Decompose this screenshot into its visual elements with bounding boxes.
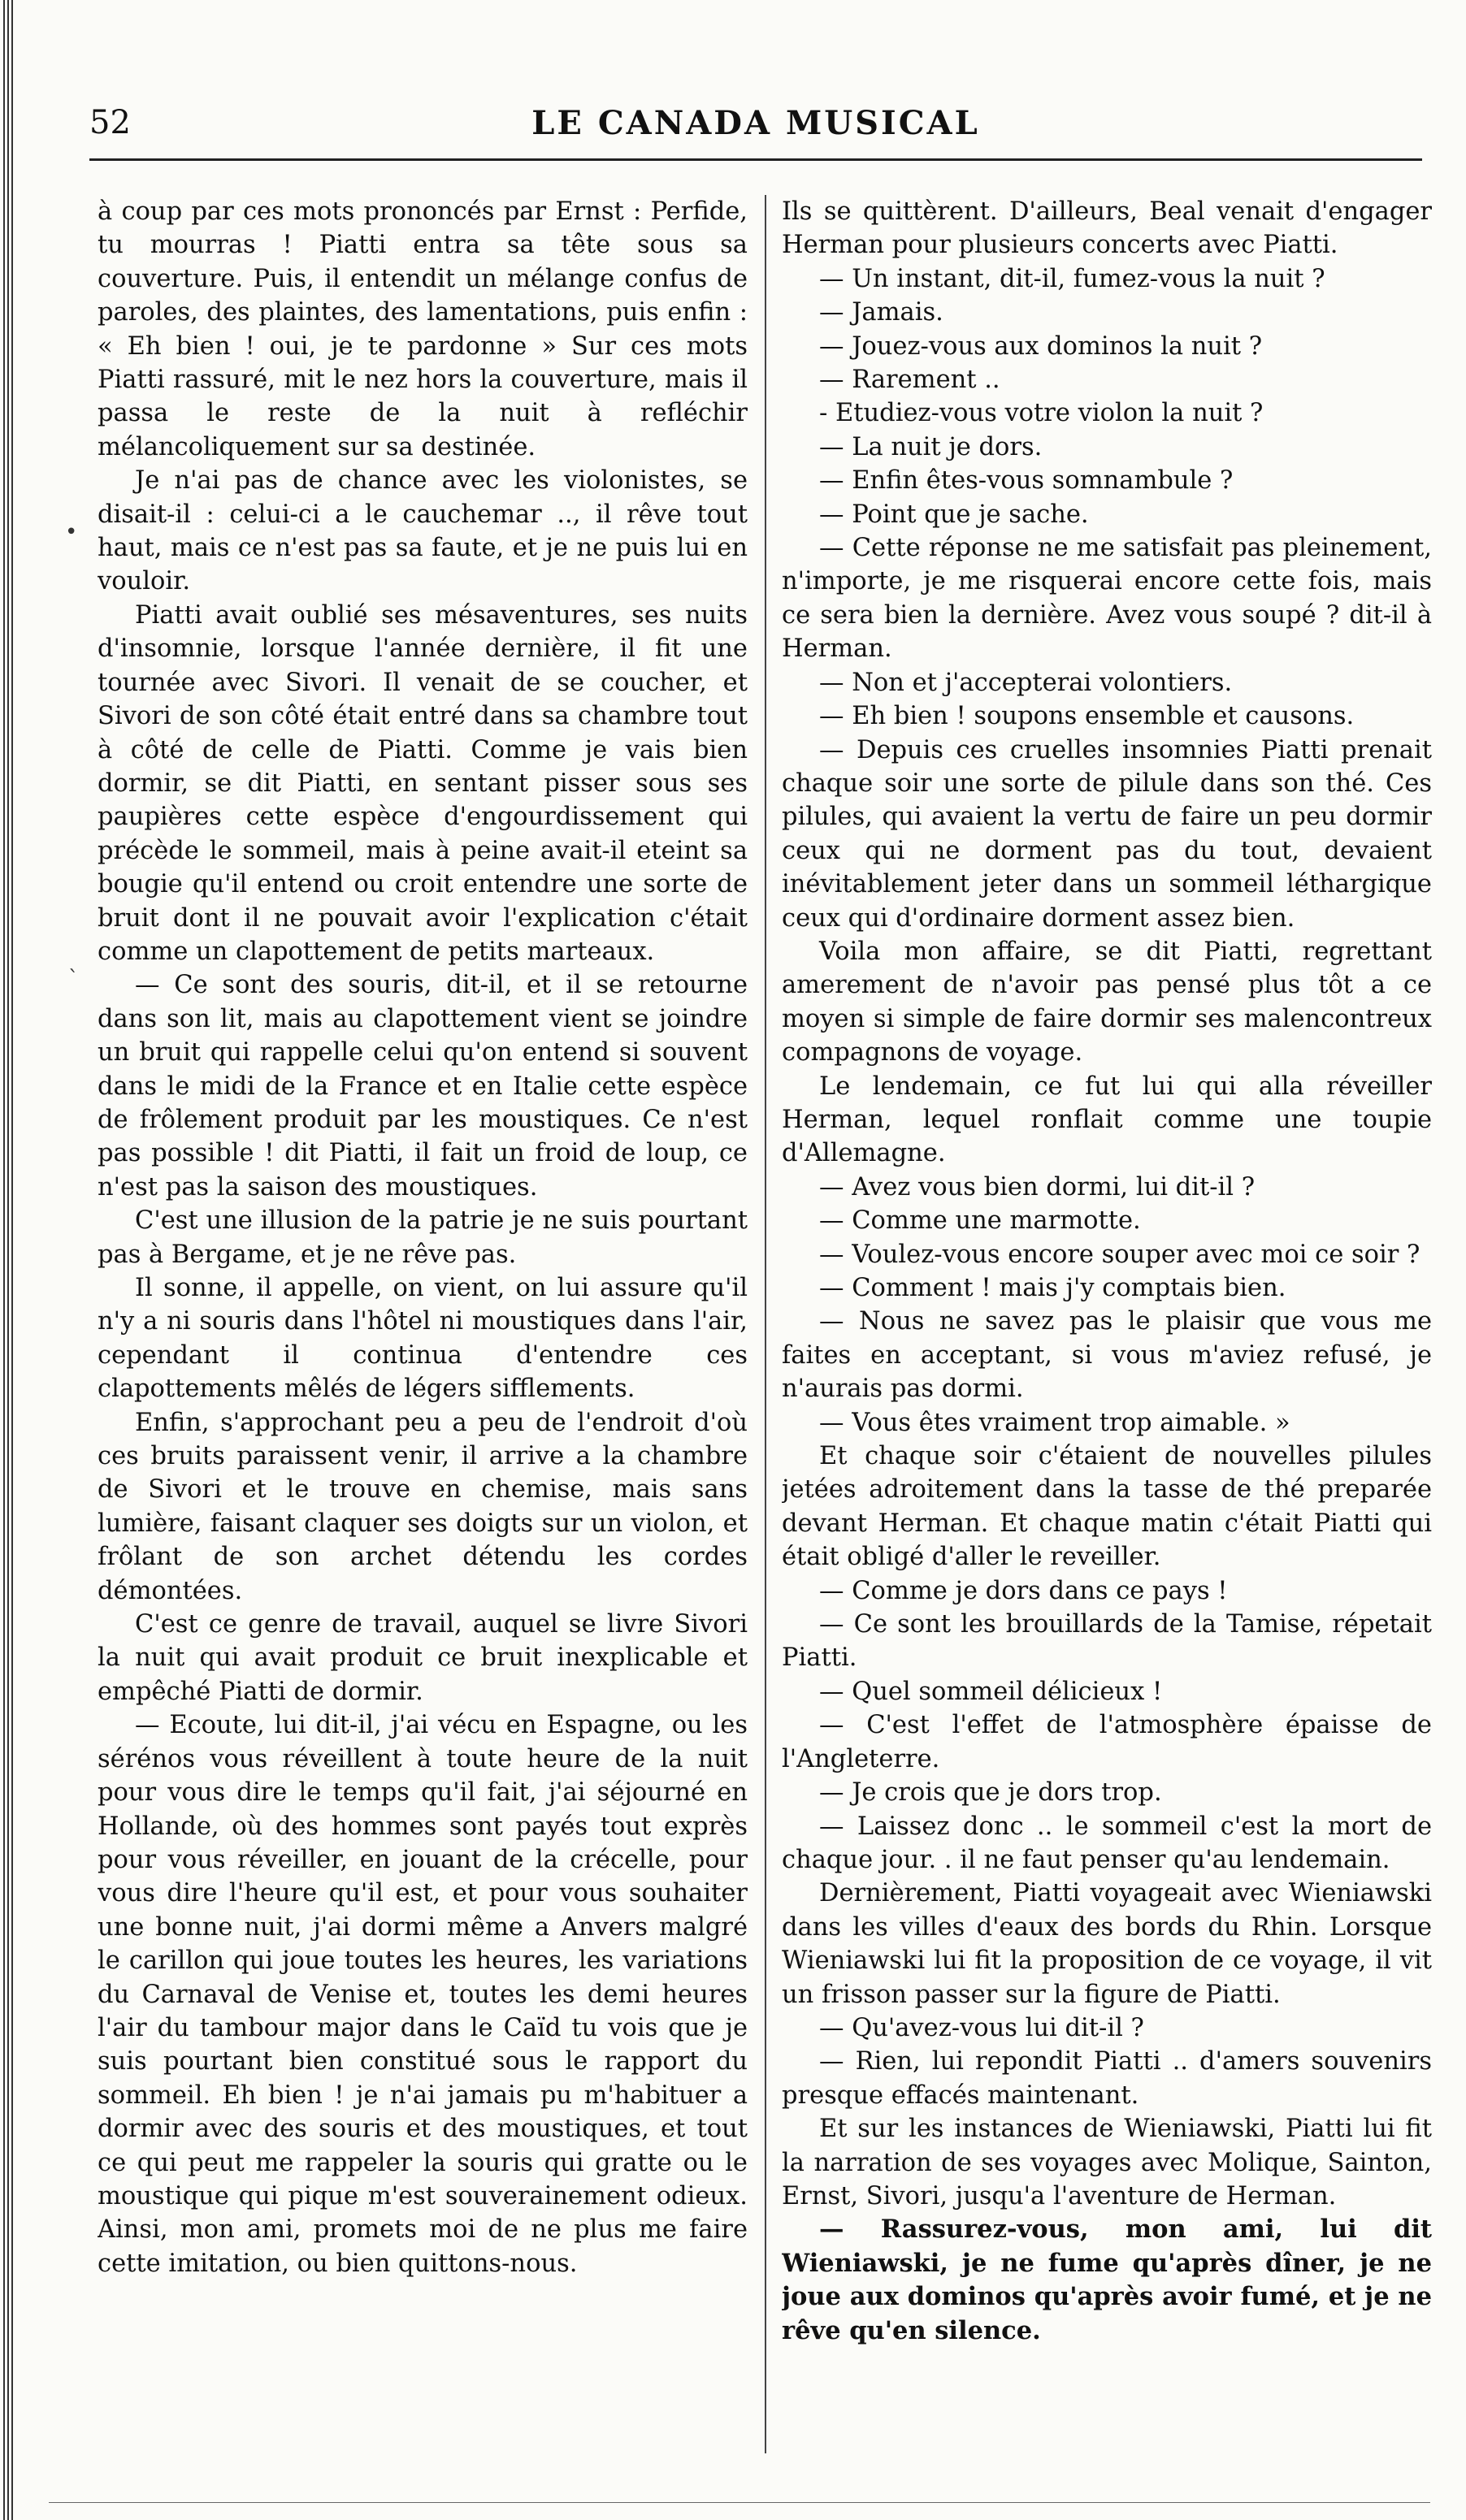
paragraph: — Enfin êtes-vous somnambule ? (819, 466, 1234, 496)
margin-mark: ` (68, 967, 79, 991)
paragraph: — Je crois que je dors trop. (819, 1778, 1162, 1808)
paragraph: — Un instant, dit-il, fumez-vous la nuit ? (819, 264, 1325, 293)
paragraph: Il sonne, il appelle, on vient, on lui assure qu'il n'y a ni souris dans l'hôtel ni moustiques dans l'air, cependant il continua d'entendre ces clapottements mêlés de légers sifflements. (98, 1274, 748, 1404)
paragraph: — C'est l'effet de l'atmosphère épaisse de l'Angleterre. (782, 1711, 1432, 1773)
paragraph: — Rien, lui repondit Piatti .. d'amers souvenirs presque effacés maintenant. (782, 2047, 1432, 2110)
paragraph: — La nuit je dors. (819, 432, 1043, 461)
paragraph: — Rarement .. (819, 366, 1000, 395)
paragraph: Le lendemain, ce fut lui qui alla réveiller Herman, lequel ronflait comme une toupie d'Allemagne. (782, 1072, 1432, 1168)
paragraph: Ils se quittèrent. D'ailleurs, Beal venait d'engager Herman pour plusieurs concerts avec Piatti. (782, 197, 1432, 260)
paragraph: — Jouez-vous aux dominos la nuit ? (819, 331, 1263, 361)
paragraph: — Comme une marmotte. (819, 1206, 1141, 1236)
paragraph: — Avez vous bien dormi, lui dit-il ? (819, 1172, 1256, 1202)
paragraph: Voila mon affaire, se dit Piatti, regrettant amerement de n'avoir pas pensé plus tôt a ce moyen si simple de faire dormir ses malencontreux compagnons de voyage. (782, 937, 1432, 1067)
paragraph: — Vous êtes vraiment trop aimable. » (819, 1408, 1290, 1437)
paragraph: Et sur les instances de Wieniawski, Piatti lui fit la narration de ses voyages avec Molique, Sainton, Ernst, Sivori, jusqu'a l'aventure de Herman. (782, 2115, 1432, 2210)
paragraph: — Point que je sache. (819, 500, 1089, 529)
text-column-right (782, 195, 1432, 2453)
paragraph: — Quel sommeil délicieux ! (819, 1677, 1163, 1706)
paragraph: à coup par ces mots prononcés par Ernst : Perfide, tu mourras ! Piatti entra sa tête sous sa couverture. Puis, il entendit un mélange confus de paroles, des plaintes, des lamentations, puis enfin : « Eh bien ! oui, je te pardonne » Sur ces mots Piatti rassuré, mit le nez hors la couverture, mais il passa le reste de la nuit à refléchir mélancoliquement sur sa destinée. (98, 197, 748, 461)
paragraph: C'est ce genre de travail, auquel se livre Sivori la nuit qui avait produit ce bruit inexplicable et empêché Piatti de dormir. (98, 1610, 748, 1706)
paragraph: - Etudiez-vous votre violon la nuit ? (819, 399, 1264, 428)
paragraph: — Rassurez-vous, mon ami, lui dit Wieniawski, je ne fume qu'après dîner, je ne joue aux dominos qu'après avoir fumé, et je ne rêve qu'en silence. (782, 2215, 1432, 2345)
paragraph: — Laissez donc .. le sommeil c'est la mort de chaque jour. . il ne faut penser qu'au lendemain. (782, 1812, 1432, 1874)
paragraph: — Ecoute, lui dit-il, j'ai vécu en Espagne, ou les sérénos vous réveillent à toute heure de la nuit pour vous dire le temps qu'il fait, j'ai séjourné en Hollande, où des hommes sont payés tout exprès pour vous réveiller, en jouant de la crécelle, pour vous dire l'heure qu'il est, et pour vous souhaiter une bonne nuit, j'ai dormi même a Anvers malgré le carillon qui joue toutes les heures, les variations du Carnaval de Venise et, toutes les demi heures l'air du tambour major dans le Caïd tu vois que je suis pourtant bien constitué sous le rapport du sommeil. Eh bien ! je n'ai jamais pu m'habituer a dormir avec des souris et des moustiques, et tout ce qui peut me rappeler la souris qui gratte ou le moustique qui pique m'est souverainement odieux. Ainsi, mon ami, promets moi de ne plus me faire cette imitation, ou bien quittons-nous. (98, 1711, 748, 2278)
paragraph: — Eh bien ! soupons ensemble et causons. (819, 702, 1355, 731)
paragraph: Et chaque soir c'étaient de nouvelles pilules jetées adroitement dans la tasse de thé preparée devant Herman. Et chaque matin c'était Piatti qui était obligé d'aller le reveiller. (782, 1442, 1432, 1572)
paragraph: — Comme je dors dans ce pays ! (819, 1576, 1228, 1605)
bottom-rule (49, 2502, 1430, 2503)
paragraph: — Comment ! mais j'y comptais bien. (819, 1274, 1286, 1302)
paragraph: — Non et j'accepterai volontiers. (819, 668, 1233, 697)
running-title: LE CANADA MUSICAL (531, 104, 980, 142)
binding-edge (0, 0, 15, 2520)
paragraph: Piatti avait oublié ses mésaventures, ses nuits d'insomnie, lorsque l'année dernière, il fit une tournée avec Sivori. Il venait de se coucher, et Sivori de son côté était entré dans sa chambre tout à côté de celle de Piatti. Comme je vais bien dormir, se dit Piatti, en sentant pisser sous ses paupières cette espèce d'engourdissement qui précède le sommeil, mais à peine avait-il eteint sa bougie qu'il entend ou croit entendre une sorte de bruit dont il ne pouvait avoir l'explication c'était comme un clapottement de petits marteaux. (98, 600, 748, 966)
paragraph: — Jamais. (819, 298, 943, 327)
paragraph: — Nous ne savez pas le plaisir que vous me faites en acceptant, si vous m'aviez refusé, je n'aurais pas dormi. (782, 1307, 1432, 1404)
text-column-left (98, 195, 748, 2453)
margin-mark: • (65, 520, 78, 544)
header-rule (89, 158, 1422, 161)
paragraph: — Qu'avez-vous lui dit-il ? (819, 2013, 1144, 2042)
paragraph: Enfin, s'approchant peu a peu de l'endroit d'où ces bruits paraissent venir, il arrive a la chambre de Sivori et le trouve en chemise, mais sans lumière, faisant claquer ses doigts sur un violon, et frôlant de son archet détendu les cordes démontées. (98, 1408, 748, 1605)
column-divider (765, 195, 766, 2453)
paragraph: — Cette réponse ne me satisfait pas pleinement, n'importe, je me risquerai encore cette fois, mais ce sera bien la dernière. Avez vous soupé ? dit-il à Herman. (782, 534, 1432, 664)
page-header (89, 104, 1422, 153)
paragraph: Je n'ai pas de chance avec les violonistes, se disait-il : celui-ci a le cauchemar .., il rêve tout haut, mais ce n'est pas sa faute, et je ne puis lui en vouloir. (98, 466, 748, 596)
paragraph: — Depuis ces cruelles insomnies Piatti prenait chaque soir une sorte de pilule dans son thé. Ces pilules, qui avaient la vertu de faire un peu dormir ceux qui ne dorment pas du tout, devaient inévitablement jeter dans un sommeil léthargique ceux qui d'ordinaire dorment assez bien. (782, 735, 1432, 933)
page-number: 52 (89, 104, 131, 141)
paragraph: Dernièrement, Piatti voyageait avec Wieniawski dans les villes d'eaux des bords du Rhin. Lorsque Wieniawski lui fit la proposition de ce voyage, il vit un frisson passer sur la figure de Piatti. (782, 1879, 1432, 2009)
paragraph: — Ce sont des souris, dit-il, et il se retourne dans son lit, mais au clapottement vient se joindre un bruit qui rappelle celui qu'on entend si souvent dans le midi de la France et en Italie cette espèce de frôlement produit par les moustiques. Ce n'est pas possible ! dit Piatti, il fait un froid de loup, ce n'est pas la saison des moustiques. (98, 971, 748, 1202)
paragraph: — Ce sont les brouillards de la Tamise, répetait Piatti. (782, 1610, 1432, 1673)
paragraph: C'est une illusion de la patrie je ne suis pourtant pas à Bergame, et je ne rêve pas. (98, 1206, 748, 1269)
paragraph: — Voulez-vous encore souper avec moi ce soir ? (819, 1240, 1420, 1269)
